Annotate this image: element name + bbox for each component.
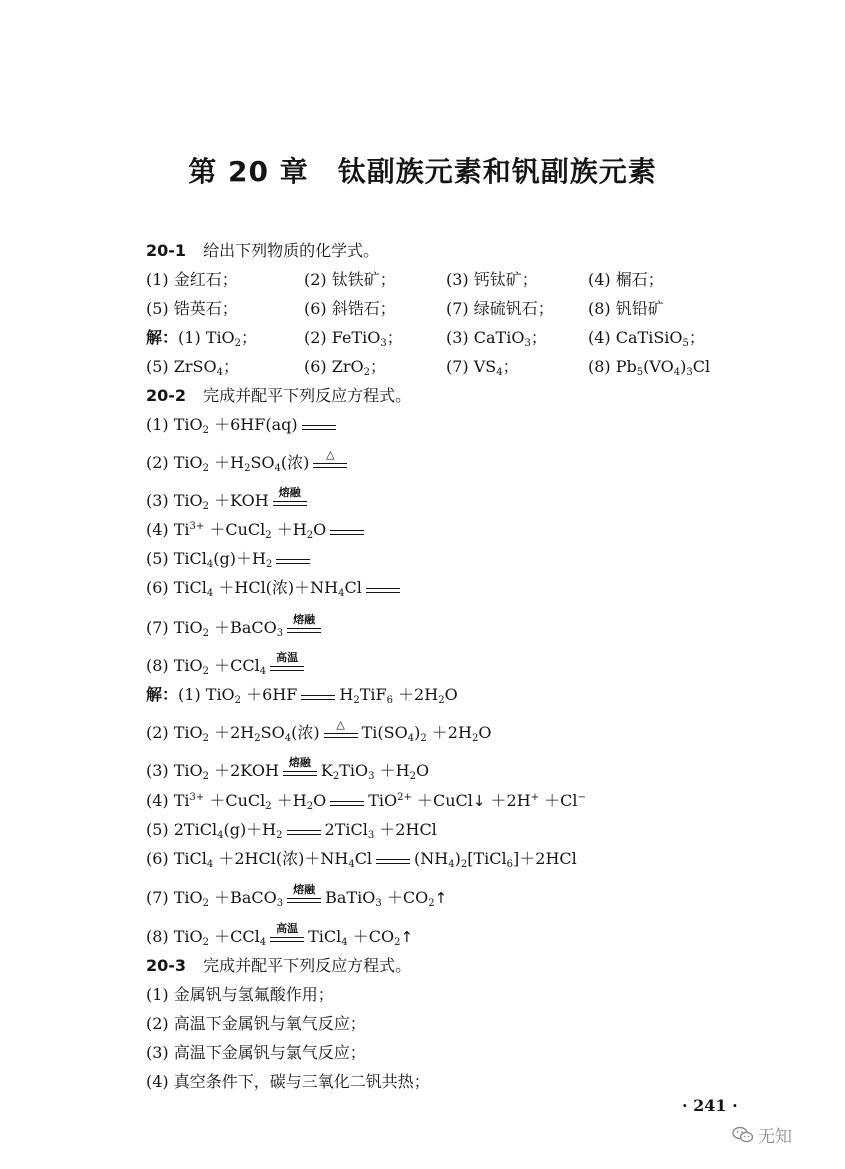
equation-line: (8) TiO$_2$ ＋CCl$_4$ 高温 xyxy=(146,655,308,677)
answer-equation: (4) $Ti^{3+}$ ＋CuCl$_2$ $+H_2O$ TiO$^{2+}$ ＋CuCl↓ ＋2H+ ＋Cl− xyxy=(146,791,586,812)
document-page: 第 20 章 钛副族元素和钒副族元素 20-1 给出下列物质的化学式。 (1) 金红石； (2) 钛铁矿； (3) 钙钛矿； (4) 榍石； (5) 锆英石； (6) 斜锆石； (7) 绿硫钒石； (8) 钒铅矿 解：(1) TiO$_2$； (2) FeTiO$_3$； (3) CaTiO$_3$； (4) CaTiSiO$_5$； (5) ZrSO$_4$； (6) ZrO$_2$； (7) $VS_4$； (8) $Pb_5(VO_4)_3Cl$ 20-2 完成并配平下列反应方程式。 (1) TiO$_2$ ＋6HF(aq) (2) $TiO_2 +H_2SO_4$(浓) △ (3) TiO$_2$ ＋KOH 熔融 (4) $Ti^{3+}$ ＋CuCl$_2$ $+H_2O$ (5) $TiCl_4(g)+H_2$ (6) TiCl$_4$ ＋HCl(浓)$+NH_4Cl$ (7) TiO$_2$ ＋BaCO$_3$ 熔融 (8) TiO$_2$ ＋CCl$_4$ 高温 解：(1) TiO$_2$ ＋6HF $H_2TiF_6 +2H_2O$ (2) $TiO_2 +2H_2SO_4$(浓) △ $Ti(SO_4)_2 +2H_2O$ (3) TiO$_2$ ＋2KOH 熔融 $K_2TiO_3 +H_2O$ (4) $Ti^{3+}$ ＋CuCl$_2$ $+H_2O$ TiO$^{2+}$ ＋CuCl↓ ＋2H+ ＋Cl− (5) $2TiCl_4(g)+H_2$ 2TiCl$_3$ ＋2HCl (6) TiCl$_4$ ＋2HCl(浓)$+NH_4Cl$ $(NH_4)_2[TiCl_6]+2HCl$ (7) TiO$_2$ ＋BaCO$_3$ 熔融 BaTiO$_3$ $+CO_2↑$ (8) TiO$_2$ ＋CCl$_4$ 高温 TiCl$_4$ $+CO_2↑$ 20-3 完成并配平下列反应方程式。 (1) 金属钒与氢氟酸作用； (2) 高温下金属钒与氧气反应； (3) 高温下金属钒与氯气反应； (4) 真空条件下，碳与三氧化二钒共热； · 241 · 无知 xyxy=(0,0,845,1169)
list-item: (2) 高温下金属钒与氧气反应； xyxy=(146,1014,366,1033)
answer-equation: (6) TiCl$_4$ ＋2HCl(浓)$+NH_4Cl$ $(NH_4)_2[TiCl_6]+2HCl$ xyxy=(146,849,577,870)
equation-line: (5) $TiCl_4(g)+H_2$ xyxy=(146,548,314,570)
question-20-3 xyxy=(146,955,411,977)
list-item: (4) 榍石； xyxy=(588,270,664,289)
answer-equation: (3) TiO$_2$ ＋2KOH 熔融 $K_2TiO_3 +H_2O$ xyxy=(146,755,430,782)
list-item: (4) 真空条件下，碳与三氧化二钒共热； xyxy=(146,1072,430,1091)
answer-equation: (8) TiO$_2$ ＋CCl$_4$ 高温 TiCl$_4$ $+CO_2↑$ xyxy=(146,921,414,948)
list-item: (5) 锆英石； xyxy=(146,299,238,318)
question-20-1 xyxy=(146,240,379,262)
question-prompt: 完成并配平下列反应方程式。 xyxy=(203,956,412,975)
question-number: 20-1 xyxy=(146,241,187,260)
equation-line: (2) $TiO_2 +H_2SO_4$(浓) △ xyxy=(146,452,351,474)
answer-equation: (7) TiO$_2$ ＋BaCO$_3$ 熔融 BaTiO$_3$ $+CO_2↑$ xyxy=(146,882,448,909)
list-item: (2) 钛铁矿； xyxy=(304,270,396,289)
equation-line: (6) TiCl$_4$ ＋HCl(浓)$+NH_4Cl$ xyxy=(146,577,404,599)
question-number: 20-2 xyxy=(146,386,187,405)
chapter-title: 第 20 章 钛副族元素和钒副族元素 xyxy=(188,155,657,188)
list-item: (7) 绿硫钒石； xyxy=(446,299,554,318)
watermark xyxy=(732,1122,792,1147)
equation-line: (7) TiO$_2$ ＋BaCO$_3$ 熔融 xyxy=(146,617,325,639)
list-item: (6) 斜锆石； xyxy=(304,299,396,318)
equation-line: (4) $Ti^{3+}$ ＋CuCl$_2$ $+H_2O$ xyxy=(146,519,368,541)
page-number: · 241 · xyxy=(682,1096,738,1115)
answer-label: 解： xyxy=(146,328,179,347)
list-item: (1) 金红石； xyxy=(146,270,238,289)
equation-line: (3) TiO$_2$ ＋KOH 熔融 xyxy=(146,490,311,512)
watermark-text: 无知 xyxy=(758,1127,792,1147)
answer-equation: (2) $TiO_2 +2H_2SO_4$(浓) △ $Ti(SO_4)_2 +2H_2O$ xyxy=(146,717,492,744)
question-prompt: 给出下列物质的化学式。 xyxy=(203,241,380,260)
question-number: 20-3 xyxy=(146,956,187,975)
equation-line: (1) TiO$_2$ ＋6HF(aq) xyxy=(146,414,340,436)
list-item: (1) 金属钒与氢氟酸作用； xyxy=(146,985,334,1004)
wechat-icon xyxy=(732,1126,754,1144)
list-item: (8) 钒铅矿 xyxy=(588,299,664,318)
answer-equation: 解：(1) TiO$_2$ ＋6HF $H_2TiF_6 +2H_2O$ xyxy=(146,685,458,706)
list-item: (3) 钙钛矿； xyxy=(446,270,538,289)
answer-equation: (5) $2TiCl_4(g)+H_2$ 2TiCl$_3$ ＋2HCl xyxy=(146,820,437,841)
question-20-2 xyxy=(146,385,411,407)
list-item: (3) 高温下金属钒与氯气反应； xyxy=(146,1043,366,1062)
question-prompt: 完成并配平下列反应方程式。 xyxy=(203,386,412,405)
